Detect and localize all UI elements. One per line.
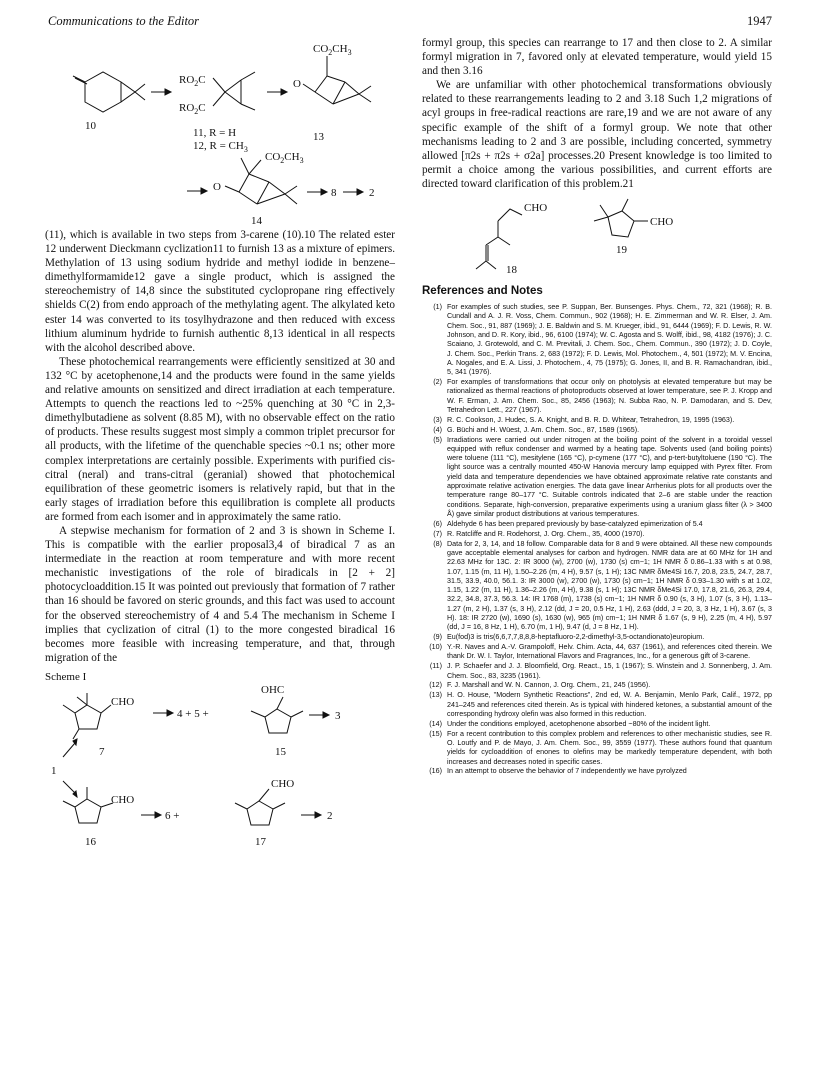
reference-text: J. P. Schaefer and J. J. Bloomfield, Org. React., 15, 1 (1967); S. Winstein and J. Sonnenberg, J. Am. Chem. Soc., 83, 3235 (1961). bbox=[447, 662, 772, 680]
reference-item bbox=[422, 426, 772, 435]
reference-text: Y.-R. Naves and A.-V. Grampoloff, Helv. Chim. Acta, 44, 637 (1961), and references cited therein. We thank Dr. W. I. Taylor, International Flavors and Fragrances, Inc., for a generous gift of 3-carene. bbox=[447, 643, 772, 661]
structures-18-19-drawing bbox=[422, 191, 772, 275]
ro2c-lower: $RO_2C$ bbox=[179, 102, 206, 116]
arrow bbox=[267, 89, 287, 95]
reference-number: (15) bbox=[429, 729, 442, 738]
paragraph: (11), which is available in two steps from 3-carene (10).10 The related ester 12 underwent Dieckmann cyclization11 to furnish 13 as a mixture of epimers. Methylation of 13 using sodium hydride and methyl iodide in benzene–dimethylformamide12 gave a single product, which is assigned the stereochemistry of 14,8 since the substituted cyclopropane ring effectively shields C(2) from endo approach of the methylating agent. The alkylated keto ester 14 was converted to its tosylhydrazone and then reduced with excess lithium aluminum hydride to furnish authentic 8,13 identical in all respects with the alcohol described above. bbox=[45, 229, 395, 354]
structure-18 bbox=[476, 209, 522, 269]
label-19: 19 bbox=[616, 244, 627, 257]
reference-item bbox=[422, 416, 772, 425]
label-10: 10 bbox=[85, 120, 96, 132]
to-3: 3 bbox=[335, 709, 341, 722]
reference-text: F. J. Marshall and W. N. Cannon, J. Org. Chem., 21, 245 (1956). bbox=[447, 681, 651, 690]
reference-text: In an attempt to observe the behavior of 7 independently we have pyrolyzed bbox=[447, 767, 687, 776]
reference-number: (5) bbox=[433, 435, 442, 444]
reference-number: (3) bbox=[433, 415, 442, 424]
label-18: 18 bbox=[506, 264, 517, 276]
reference-item bbox=[422, 378, 772, 415]
reference-number: (4) bbox=[433, 425, 442, 434]
reference-text: Under the conditions employed, acetophenone absorbed ~80% of the incident light. bbox=[447, 719, 711, 728]
paragraph: These photochemical rearrangements were efficiently sensitized at 30 and 132 °C by acetophenone,14 and the products were found in the same yields and relative amounts on sensitized and direct irradiation at each temperature. Attempts to quench the reactions led to ~25% quenching at 30 °C in 2,3-dimethylbutadiene as solvent (8.85 M), with no observable effect on the ratio of products. These results suggest most simply a common triplet precursor for all products, with the lifetime of the quenchable species ~0.1 ns; other more complex interpretations are certainly possible. Experiments with purified cis-citral (neral) and trans-citral (geranial) showed that photochemical equilibration of these geometric isomers is relatively rapid, but that in the early stages of irradiation before this equilibration is complete all products are formed from each isomer and in approximately the same ratio. bbox=[45, 355, 395, 523]
branch-arrows bbox=[63, 739, 77, 797]
structures-18-19 bbox=[422, 191, 772, 275]
references-list bbox=[422, 303, 772, 777]
products-6: 6 + bbox=[165, 809, 180, 822]
paragraph: A stepwise mechanism for formation of 2 and 3 is shown in Scheme I. This is compatible with the earlier proposal3,4 of biradical 7 as an intermediate in the reaction at room temperature and with more recent mechanistic investigations of the role of biradicals in [2 + 2] photocycloaddition.15 It was pointed out previously that formation of 7 rather than 16 should be favored on steric grounds, and this fact was used to account for the observed stereochemistry of 4 and 5.4 The mechanism in Scheme I implies that cyclization of citral (1) to the more congested biradical 16 becomes more feasible with increasing temperature, and that, through migration of the bbox=[45, 524, 395, 664]
reference-number: (14) bbox=[429, 719, 442, 728]
reference-item bbox=[422, 767, 772, 776]
co2ch3-14: $CO_2CH_3$ bbox=[265, 151, 304, 165]
arrow bbox=[309, 712, 329, 718]
to-8: 8 bbox=[331, 187, 337, 199]
label-15: 15 bbox=[275, 745, 286, 758]
reference-item bbox=[422, 662, 772, 681]
structure-19 bbox=[594, 199, 648, 237]
cho-16: CHO bbox=[111, 793, 135, 806]
reference-number: (6) bbox=[433, 519, 442, 528]
reference-number: (13) bbox=[429, 691, 442, 700]
cho-17: CHO bbox=[271, 777, 295, 790]
cho-18: CHO bbox=[524, 202, 548, 215]
scheme-1 bbox=[45, 683, 395, 849]
structure-15 bbox=[251, 697, 303, 733]
label-12: 12, $R = CH_3$ bbox=[193, 140, 248, 154]
reference-text: Data for 2, 3, 14, and 18 follow. Comparable data for 8 and 9 were obtained. All these new compounds gave acceptable elemental analyses for carbon and hydrogen. NMR data are at 60 MHz for 1H and 22.63 MHz for 13C. 2: IR 3000 (w), 2700 (w), 1730 (s) cm−1; 1H NMR δ 0.86–1.33 with s at 0.98, 1.07, 1.15 (m, 11 H), 1.50–2.26 (m, 4 H), 9.57 (s, 1 H); 13C NMR δMe4Si 16.7, 20.8, 23.5, 24.7, 28.7, 31.5, 33.9, 40.0, 56.1. 3: IR 3000 (w), 2700 (w), 1730 (s) cm−1; 1H NMR δ 0.93–1.30 with s at 1.02, 1.15, 1.22 (m, 11 H), 1.36–2.26 (m, 4 H), 9.38 (s, 1 H); 13C NMR δMe4Si 17.0, 17.8, 21.6, 26.3, 29.4, 32.2, 34.8, 37.3, 56.3. 14: IR 1768 (m), 1738 (s) cm−1; 1H NMR δ 0.90 (s, 3 H), 1.07 (s, 3 H), 1.13–1.27 (m, 2 H), 1.37 (s, 3 H), 2.12 (dd, J = 20, 0.5 Hz, 1 H), 2.63 (ddd, J = 20, 3, 3 Hz, 1 H), 3.67 (s, 3 H). 18: IR 2720 (w), 1690 (s), 1630 (w), 965 (m) cm−1; 1H NMR δ 1.67 (s, 9 H), 2.25 (m, 4 H), 5.97 (dd, J = 16, 8 Hz, 1 H), 6.70 (m, 1 H), 9.47 (d, J = 8 Hz, 1 H). bbox=[447, 539, 772, 632]
o-14: O bbox=[213, 181, 221, 193]
arrow bbox=[151, 89, 171, 95]
reference-text: R. Ratcliffe and R. Rodehorst, J. Org. Chem., 35, 4000 (1970). bbox=[447, 529, 645, 538]
scheme-title: Scheme I bbox=[45, 670, 87, 683]
reference-item bbox=[422, 436, 772, 520]
paragraph: We are unfamiliar with other photochemical transformations obviously related to these rearrangements leading to 2 and 3.18 Such 1,2 migrations of acyl groups in free-radical reactions are rare,19 and we are not aware of any specific example of the shift of a formyl group. We note that other mechanisms leading to 2 and 3 are possible, including concerted, symmetry allowed [π2s + π2s + σ2a] processes.20 Present knowledge is too limited to permit a choice among the various possibilities, and current efforts are directed toward clarification of this problem.21 bbox=[422, 79, 772, 190]
label-7: 7 bbox=[99, 745, 105, 758]
reference-text: R. C. Cookson, J. Hudec, S. A. Knight, and B. R. D. Whitear, Tetrahedron, 19, 1995 (1963). bbox=[447, 415, 735, 424]
reference-text: For examples of transformations that occur only on photolysis at elevated temperature but may be rationalized as thermal reactions of photoproducts observed at lower temperature, see P. J. Kropp and W. F. Erman, J. Am. Chem. Soc., 85, 2456 (1963); N. Subba Rao, N. P. Damodaran, and S. Dev, Tetrahedron Lett., 227 (1967). bbox=[447, 378, 772, 414]
reference-number: (7) bbox=[433, 529, 442, 538]
label-13: 13 bbox=[313, 131, 324, 143]
structure-13 bbox=[303, 56, 371, 104]
cho-19: CHO bbox=[650, 216, 674, 229]
reference-item bbox=[422, 540, 772, 633]
reference-item bbox=[422, 730, 772, 767]
structure-11-12 bbox=[213, 72, 255, 110]
references-heading: References and Notes bbox=[422, 285, 543, 298]
page-number: 1947 bbox=[747, 14, 772, 28]
reference-item bbox=[422, 643, 772, 662]
arrow bbox=[141, 812, 161, 818]
reference-item bbox=[422, 720, 772, 729]
running-header-title: Communications to the Editor bbox=[48, 14, 200, 28]
paragraph: formyl group, this species can rearrange to 17 and then close to 2. A similar formyl migration in 7, favored only at elevated temperature, would yield 15 and then 3.16 bbox=[422, 37, 772, 78]
reference-item bbox=[422, 520, 772, 529]
reference-number: (11) bbox=[429, 662, 442, 671]
reference-text: H. O. House, "Modern Synthetic Reactions", 2nd ed, W. A. Benjamin, Menlo Park, Calif., 1972, pp 241–245 and references cited therein. As is typical with hindered ketones, a substantial amount of the corresponding hydroxy olefin was also formed in this reduction. bbox=[447, 691, 772, 718]
reference-text: G. Büchi and H. Wüest, J. Am. Chem. Soc., 87, 1589 (1965). bbox=[447, 425, 640, 434]
reference-text: Irradiations were carried out under nitrogen at the boiling point of the solvent in a toroidal vessel equipped with reflux condenser and warmed by a heating tape. Solvents used (and boiling points) were toluene (111 °C), mesitylene (165 °C), p-cymene (177 °C), and p-tert-butyltoluene (190 °C). The light source was a centrally mounted 450-W Hanovia mercury lamp equipped with Pyrex filter. From yield data and temperature dependencies we have obtained approximate relative rate constants and approximate relative activation energies. The data gave linear Arrhenius plots for all products over the temperature range 80–177 °C. Suitable controls indicated that 2–6 are stable under the reaction conditions. Separate, high-conversion, preparative experiments using a uranium glass filter (λ > 3400 Å) gave similar product distributions at various temperatures. bbox=[447, 435, 772, 518]
arrow bbox=[301, 812, 321, 818]
structure-10 bbox=[73, 72, 145, 112]
synthesis-scheme bbox=[45, 36, 395, 228]
reference-item bbox=[422, 303, 772, 377]
arrow bbox=[187, 188, 207, 194]
left-column bbox=[45, 36, 395, 849]
right-column bbox=[422, 36, 772, 777]
structure-16 bbox=[63, 787, 113, 823]
label-17: 17 bbox=[255, 835, 266, 848]
co2ch3-13: $CO_2CH_3$ bbox=[313, 43, 352, 57]
to-2: 2 bbox=[327, 809, 333, 822]
reference-item bbox=[422, 633, 772, 642]
synthesis-scheme-drawing bbox=[45, 36, 395, 228]
label-16: 16 bbox=[85, 835, 96, 848]
reference-number: (10) bbox=[429, 643, 442, 652]
label-14: 14 bbox=[251, 215, 262, 227]
reference-text: For examples of such studies, see P. Suppan, Ber. Bunsenges. Phys. Chem., 72, 321 (1968); R. B. Cundall and A. J. R. Voss, Chem. Commun., 902 (1968); H. E. Zimmerman and W. R. Elser, J. Am. Chem. Soc., 91, 887 (1969); J. E. Baldwin and S. M. Krueger, ibid., 91, 6444 (1969); F. D. Lewis, R. W. Johnson, and D. R. Kory, ibid., 96, 6100 (1974); W. C. Agosta and S. Wolff, ibid., 98, 4182 (1976); J. C. Scaiano, J. Grotewold, and C. M. Previtali, J. Chem. Soc., Chem. Commun., 390 (1972); J. D. Coyle, J. Chem. Soc., Perkin Trans. 2, 683 (1972); F. D. Lewis, Mol. Photochem., 4, 501 (1972); M. V. Encina, A. Nogales, and E. A. Lissi, J. Photochem., 4, 75 (1975); G. Jones, II, and B. R. Ramachandran, ibid., 5, 341 (1976). bbox=[447, 303, 772, 377]
reference-number: (16) bbox=[429, 767, 442, 776]
arrow bbox=[153, 710, 173, 716]
scheme-1-drawing bbox=[45, 683, 395, 849]
reference-item bbox=[422, 691, 772, 719]
reference-number: (12) bbox=[429, 681, 442, 690]
to-2: 2 bbox=[369, 187, 375, 199]
ro2c-upper: $RO_2C$ bbox=[179, 74, 206, 88]
label-11: 11, R = H bbox=[193, 127, 237, 139]
o-13: O bbox=[293, 78, 301, 90]
reference-number: (1) bbox=[433, 303, 442, 312]
products-4-5: 4 + 5 + bbox=[177, 707, 209, 720]
structure-14 bbox=[225, 158, 297, 204]
reference-item bbox=[422, 681, 772, 690]
reference-number: (8) bbox=[433, 539, 442, 548]
label-1: 1 bbox=[51, 764, 57, 777]
reference-number: (2) bbox=[433, 378, 442, 386]
reference-text: Eu(fod)3 is tris(6,6,7,7,8,8,8-heptafluoro-2,2-dimethyl-3,5-octandionato)europium. bbox=[447, 633, 705, 642]
reference-text: For a recent contribution to this complex problem and references to other mechanistic studies, see R. O. Loutfy and P. de Mayo, J. Am. Chem. Soc., 99, 3559 (1977). These authors found that quantum yields for cycloaddition of enones to olefins may be markedly temperature dependent, with both increases and decreases noted in specific cases. bbox=[447, 729, 772, 766]
ohc-15: OHC bbox=[261, 683, 285, 696]
structure-7 bbox=[63, 693, 111, 739]
reference-item bbox=[422, 530, 772, 539]
cho-7: CHO bbox=[111, 695, 135, 708]
structure-17 bbox=[235, 789, 285, 825]
reference-number: (9) bbox=[433, 633, 442, 642]
reference-text: Aldehyde 6 has been prepared previously by base-catalyzed epimerization of 5.4 bbox=[447, 519, 703, 528]
